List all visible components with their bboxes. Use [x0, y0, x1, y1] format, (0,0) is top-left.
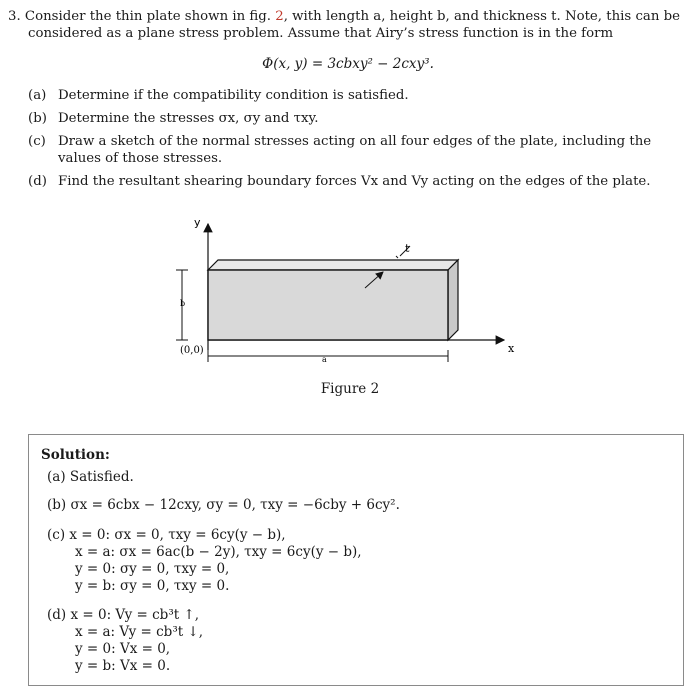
x-axis-label: x [508, 342, 515, 355]
figure-reference-link[interactable]: 2 [275, 9, 284, 24]
y-axis-label: y [194, 216, 201, 229]
part-d: (d) Find the resultant shearing boundary forces Vx and Vy acting on the edges of the plate. [28, 174, 651, 189]
solution-b: (b) σx = 6cbx − 12cxy, σy = 0, τxy = −6cby + 6cy². [47, 497, 400, 513]
problem-text-b: , with length a, height b, and thickness t. Note, this can be considered as a plane stress problem. Assume that Airy’s stress function is in the form [28, 9, 681, 41]
solution-d-line-4: y = b: Vx = 0. [75, 658, 171, 674]
solution-c-line-2: x = a: σx = 6ac(b − 2y), τxy = 6cy(y − b), [75, 544, 362, 560]
plate-front-face [208, 270, 448, 340]
problem-statement [8, 8, 688, 196]
solution-d-line-3: y = 0: Vx = 0, [75, 641, 171, 657]
origin-label: (0,0) [180, 345, 204, 356]
plate-diagram [160, 208, 540, 378]
part-c: (c) Draw a sketch of the normal stresses acting on all four edges of the plate, including the values of those stresses. [28, 134, 652, 166]
solution-c-line-3: y = 0: σy = 0, τxy = 0, [75, 561, 230, 577]
solution-c-line-4: y = b: σy = 0, τxy = 0. [75, 578, 230, 594]
problem-number: 3. [8, 9, 21, 24]
problem-text-a: Consider the thin plate shown in fig. [24, 9, 272, 24]
solution-c-line-1: (c) x = 0: σx = 0, τxy = 6cy(y − b), [47, 527, 286, 543]
plate-top-face [208, 260, 458, 270]
thickness-label-t: t [405, 242, 410, 255]
height-label-b: b [180, 299, 186, 308]
figure-caption: Figure 2 [320, 381, 380, 397]
solution-a: (a) Satisfied. [47, 469, 134, 485]
part-a: (a) Determine if the compatibility condition is satisfied. [28, 88, 409, 103]
plate-side-face [448, 260, 458, 340]
plate-figure [160, 208, 540, 408]
problem-intro [8, 8, 688, 42]
problem-parts [8, 87, 688, 190]
part-b: (b) Determine the stresses σx, σy and τxy. [28, 111, 319, 126]
solution-box [28, 434, 684, 686]
solution-d-line-1: (d) x = 0: Vy = cb³t ↑, [47, 607, 200, 623]
length-label-a: a [322, 355, 327, 364]
solution-title: Solution: [41, 447, 110, 463]
solution-d-line-2: x = a: Vy = cb³t ↓, [75, 624, 204, 640]
airy-stress-function-equation: Φ(x, y) = 3cbxy² − 2cxy³. [262, 56, 434, 72]
